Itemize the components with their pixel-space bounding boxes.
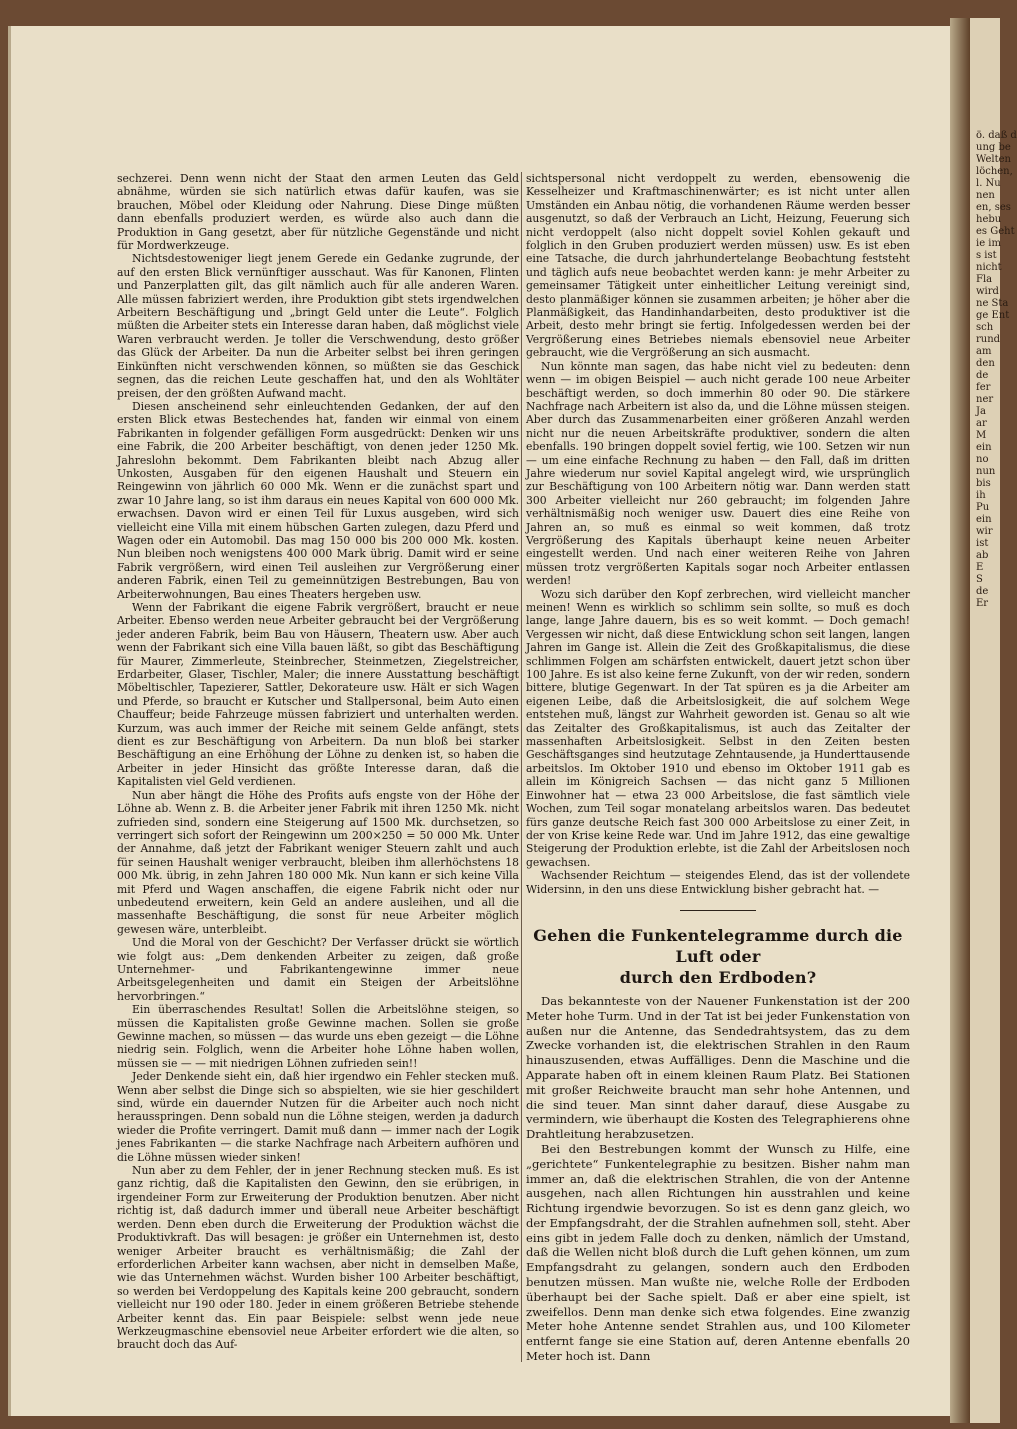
neighbor-text-fragment: hebu	[976, 214, 1002, 225]
neighbor-text-fragment: de	[976, 370, 989, 381]
neighbor-text-fragment: Er	[976, 598, 989, 609]
neighbor-text-fragment: ih	[976, 490, 986, 501]
article-separator	[680, 910, 756, 911]
neighbor-text-fragment: fer	[976, 382, 991, 393]
neighbor-text-fragment: ung be	[976, 142, 1011, 153]
neighbor-text-fragment: ein	[976, 442, 992, 453]
article-paragraph: Das bekannteste von der Nauener Funkenstation ist der 200 Meter hohe Turm. Und in der Tat ist bei jeder Funkenstation von außen nur die Antenne, das Sendedrahtsystem, das zu dem Zwecke vorhanden ist, die elektrischen Strahlen in den Raum hinauszusenden, etwas Auffälliges. Denn die Maschine und die Apparate haben oft in einem kleinen Raum Platz. Bei Stationen mit großer Reichweite braucht man sehr hohe Antennen, und die sind teuer. Man sinnt daher darauf, diese Ausgabe zu vermindern, wie überhaupt die Kosten des Telegraphierens ohne Drahtleitung herabzusetzen.	[526, 993, 910, 1142]
neighbor-text-fragment: l. Nu	[976, 178, 1001, 189]
neighbor-text-fragment: Pu	[976, 502, 990, 513]
neighbor-text-fragment: no	[976, 454, 989, 465]
right-paragraph: Nun könnte man sagen, das habe nicht viel zu bedeuten: denn wenn — im obigen Beispiel — auch nicht gerade 100 neue Arbeiter beschäftigt werden, so doch immerhin 80 oder 90. Die stärkere Nachfrage nach Arbeitern ist also da, und die Löhne müssen steigen. Aber durch das Zusammenarbeiten einer größeren Anzahl werden nicht nur die neuen Arbeitskräfte produktiver, sondern die alten ebenfalls. 190 bringen doppelt soviel fertig, wie 100. Setzen wir nun — um eine einfache Rechnung zu haben — den Fall, daß im dritten Jahre wiederum nur soviel Kapital angelegt wird, wie ursprünglich zur Beschäftigung von 100 Arbeitern nötig war. Dann werden statt 300 Arbeiter vielleicht nur 260 gebraucht; im folgenden Jahre verhältnismäßig noch weniger usw. Dauert dies eine Reihe von Jahren an, so muß es einmal so weit kommen, daß trotz Vergrößerung des Kapitals überhaupt keine neuen Arbeiter eingestellt werden. Und nach einer weiteren Reihe von Jahren müssen trotz vergrößerten Kapitals sogar noch Arbeiter entlassen werden!	[526, 359, 910, 588]
left-paragraph: Diesen anscheinend sehr einleuchtenden Gedanken, der auf den ersten Blick etwas Bestechendes hat, fanden wir einmal von einem Fabrikanten in folgender gefälligen Form ausgedrückt: Denken wir uns eine Fabrik, die 200 Arbeiter beschäftigt, von denen jeder 1250 Mk. Jahreslohn bekommt. Dem Fabrikanten bleibt nach Abzug aller Unkosten, Ausgaben für den eigenen Haushalt und Steuern ein Reingewinn von jährlich 60 000 Mk. Wenn er die zunächst spart und zwar 10 Jahre lang, so ist ihm daraus ein neues Kapital von 600 000 Mk. erwachsen. Davon wird er einen Teil für Luxus ausgeben, wird sich vielleicht eine Villa mit einem hübschen Garten zulegen, dazu Pferd und Wagen oder ein Automobil. Das mag 150 000 bis 200 000 Mk. kosten. Nun bleiben noch wenigstens 400 000 Mark übrig. Damit wird er seine Fabrik vergrößern, wird einen Teil ausleihen zur Vergrößerung einer anderen Fabrik, einen Teil zu gemeinnützigen Bestrebungen, Bau von Arbeiterwohnungen, Bau eines Theaters hergeben usw.	[117, 399, 519, 601]
neighbor-text-fragment: ne Sta	[976, 298, 1009, 309]
left-paragraph: Jeder Denkende sieht ein, daß hier irgendwo ein Fehler stecken muß. Wenn aber selbst die Dinge sich so abspielten, wie sie hier geschildert sind, würde ein dauernder Nutzen für die Arbeiter auch noch nicht herausspringen. Denn sobald nun die Löhne steigen, werden ja dadurch wieder die Profite verringert. Damit muß dann — immer nach der Logik jenes Fabrikanten — die starke Nachfrage nach Arbeitern aufhören und die Löhne müssen wieder sinken!	[117, 1070, 519, 1164]
neighbor-text-fragment: M	[976, 430, 987, 441]
newspaper-page	[8, 26, 959, 1416]
neighbor-text-fragment: ist	[976, 538, 989, 549]
neighbor-text-fragment: Fla	[976, 274, 993, 285]
left-paragraph: Wenn der Fabrikant die eigene Fabrik vergrößert, braucht er neue Arbeiter. Ebenso werden neue Arbeiter gebraucht bei der Vergrößerung jeder anderen Fabrik, beim Bau von Häusern, Theatern usw. Aber auch wenn der Fabrikant sich eine Villa bauen läßt, so gibt das Beschäftigung für Maurer, Zimmerleute, Steinbrecher, Steinmetzen, Ziegelstreicher, Erdarbeiter, Glaser, Tischler, Maler; die innere Ausstattung beschäftigt Möbeltischler, Tapezierer, Sattler, Dekorateure usw. Hält er sich Wagen und Pferde, so braucht er Kutscher und Stallpersonal, beim Auto einen Chauffeur; beide Fahrzeuge müssen fabriziert und unterhalten werden. Kurzum, was auch immer der Reiche mit seinem Gelde anfängt, stets dient es zur Beschäftigung von Arbeitern. Da nun bloß bei starker Beschäftigung an eine Erhöhung der Löhne zu denken ist, so haben die Arbeiter in jeder Hinsicht das größte Interesse daran, daß die Kapitalisten viel Geld verdienen.	[117, 601, 519, 789]
left-paragraph: Nun aber zu dem Fehler, der in jener Rechnung stecken muß. Es ist ganz richtig, daß die Kapitalisten den Gewinn, den sie erübrigen, in irgendeiner Form zur Erweiterung der Produktion benutzen. Aber nicht richtig ist, daß dadurch immer und überall neue Arbeiter beschäftigt werden. Denn eben durch die Erweiterung der Produktion wächst die Produktivkraft. Das will besagen: je größer ein Unternehmen ist, desto weniger Arbeiter braucht es verhältnismäßig; die Zahl der erforderlichen Arbeiter kann wachsen, aber nicht in demselben Maße, wie das Unternehmen wächst. Wurden bisher 100 Arbeiter beschäftigt, so werden bei Verdoppelung des Kapitals keine 200 gebraucht, sondern vielleicht nur 190 oder 180. Jeder in einem größeren Betriebe stehende Arbeiter kennt das. Ein paar Beispiele: selbst wenn jede neue Werkzeugmaschine ebensoviel neue Arbeiter erfordert wie die alten, so braucht doch das Auf-	[117, 1164, 519, 1352]
neighbor-text-fragment: nen	[976, 190, 995, 201]
neighbor-text-fragment: ge Ent	[976, 310, 1010, 321]
article-paragraph: Bei den Bestrebungen kommt der Wunsch zu Hilfe, eine „gerichtete“ Funkentelegraphie zu besitzen. Bisher nahm man immer an, daß die elektrischen Strahlen, die von der Antenne ausgehen, nach allen Richtungen hin ausstrahlen und keine Richtung irgendwie bevorzugen. So ist es denn ganz gleich, wo der Empfangsdraht, der die Strahlen aufnehmen soll, steht. Aber eins gibt in jedem Falle doch zu denken, nämlich der Umstand, daß die Wellen nicht bloß durch die Luft gehen können, um zum Empfangsdraht zu gelangen, sondern auch den Erdboden benutzen müssen. Man wußte nie, welche Rolle der Erdboden überhaupt bei der Sache spielt. Daß er aber eine spielt, ist zweifellos. Denn man denke sich etwa folgendes. Eine zwanzig Meter hohe Antenne sendet Strahlen aus, und 100 Kilometer entfernt fange sie eine Station auf, deren Antenne ebenfalls 20 Meter hoch ist. Dann	[526, 1141, 910, 1364]
neighbor-text-fragment: nicht	[976, 262, 1002, 273]
neighbor-text-fragment: es Geht	[976, 226, 1015, 237]
book-binding-gutter	[950, 18, 970, 1423]
neighbor-text-fragment: ein	[976, 514, 992, 525]
left-column	[117, 172, 519, 1352]
neighbor-text-fragment: rund	[976, 334, 1001, 345]
right-paragraph: Wachsender Reichtum — steigendes Elend, das ist der vollendete Widersinn, in den uns diese Entwicklung bisher gebracht hat. —	[526, 869, 910, 896]
neighbor-text-fragment: Welten	[976, 154, 1011, 165]
left-paragraph: Nichtsdestoweniger liegt jenem Gerede ein Gedanke zugrunde, der auf den ersten Blick vernünftiger ausschaut. Was für Kanonen, Flinten und Panzerplatten gilt, das gilt nämlich auch für alle anderen Waren. Alle müssen fabriziert werden, ihre Produktion gibt stets irgendwelchen Arbeitern Beschäftigung und „bringt Geld unter die Leute“. Folglich müßten die Arbeiter stets ein Interesse daran haben, daß möglichst viele Waren verbraucht werden. Je toller die Verschwendung, desto größer das Glück der Arbeiter. Da nun die Arbeiter selbst bei ihren geringen Einkünften nicht verschwenden können, so müßten sie das Geschick segnen, das die reichen Leute geschaffen hat, und den als Wohltäter preisen, der den größten Aufwand macht.	[117, 252, 519, 400]
article-headline	[526, 925, 910, 988]
neighbor-text-fragment: S	[976, 574, 983, 585]
headline-line-1: Gehen die Funkentelegramme durch die Luft oder	[533, 925, 903, 966]
neighbor-text-fragment: sch	[976, 322, 994, 333]
left-paragraph: Ein überraschendes Resultat! Sollen die Arbeitslöhne steigen, so müssen die Kapitalisten große Gewinne machen. Sollen sie große Gewinne machen, so müssen — das wurde uns eben gezeigt — die Löhne niedrig sein. Folglich, wenn die Arbeiter hohe Löhne haben wollen, müssen sie — — mit niedrigen Löhnen zufrieden sein!!	[117, 1003, 519, 1070]
left-paragraph: sechzerei. Denn wenn nicht der Staat den armen Leuten das Geld abnähme, würden sie sich natürlich etwas dafür kaufen, was sie brauchen, Möbel oder Kleidung oder Nahrung. Diese Dinge müßten dann ebenfalls produziert werden, es würde also auch dann die Produktion in Gang gesetzt, aber für nützliche Gegenstände und nicht für Mordwerkzeuge.	[117, 172, 519, 253]
neighbor-text-fragment: ar	[976, 418, 987, 429]
right-column	[526, 172, 910, 1364]
neighbor-text-fragment: bis	[976, 478, 991, 489]
neighbor-text-fragment: nun	[976, 466, 996, 477]
neighbor-text-fragment: wird	[976, 286, 999, 297]
neighbor-text-fragment: Ja	[976, 406, 986, 417]
neighbor-text-fragment: wir	[976, 526, 993, 537]
right-paragraph: Wozu sich darüber den Kopf zerbrechen, wird vielleicht mancher meinen! Wenn es wirklich so schlimm sein sollte, so muß es doch lange, lange Jahre dauern, bis es so weit kommt. — Doch gemach! Vergessen wir nicht, daß diese Entwicklung schon seit langen, langen Jahren im Gange ist. Allein die Zeit des Großkapitalismus, die diese schlimmen Folgen am schärfsten entwickelt, dauert jetzt schon über 100 Jahre. Es ist also keine ferne Zukunft, von der wir reden, sondern bittere, blutige Gegenwart. In der Tat spüren es ja die Arbeiter am eigenen Leibe, daß die Arbeitslosigkeit, die auf solchem Wege entstehen muß, längst zur Wahrheit geworden ist. Genau so alt wie das Zeitalter des Großkapitalismus, ist auch das Zeitalter der massenhaften Arbeitslosigkeit. Selbst in den Zeiten besten Geschäftsganges sind heutzutage Zehntausende, ja Hunderttausende arbeitslos. Im Oktober 1910 und ebenso im Oktober 1911 gab es allein im Königreich Sachsen — das nicht ganz 5 Millionen Einwohner hat — etwa 23 000 Arbeitslose, die fast sämtlich viele Wochen, zum Teil sogar monatelang arbeitslos waren. Das bedeutet fürs ganze deutsche Reich fast 300 000 Arbeitslose zu einer Zeit, in der von Krise keine Rede war. Und im Jahre 1912, das eine gewaltige Steigerung der Produktion erlebte, ist die Zahl der Arbeitslosen noch gewachsen.	[526, 587, 910, 869]
neighbor-text-fragment: löchen,	[976, 166, 1013, 177]
left-paragraph: Und die Moral von der Geschicht? Der Verfasser drückt sie wörtlich wie folgt aus: „Dem denkenden Arbeiter zu zeigen, daß große Unternehmer- und Fabrikantengewinne immer neue Arbeitsgelegenheiten und damit ein Steigen der Arbeitslöhne hervorbringen.“	[117, 936, 519, 1003]
neighbor-text-fragment: den	[976, 358, 995, 369]
neighbor-text-fragment: ner	[976, 394, 994, 405]
column-divider	[521, 172, 522, 1362]
neighbor-text-fragment: am	[976, 346, 992, 357]
left-paragraph: Nun aber hängt die Höhe des Profits aufs engste von der Höhe der Löhne ab. Wenn z. B. die Arbeiter jener Fabrik mit ihren 1250 Mk. nicht zufrieden sind, sondern eine Steigerung auf 1500 Mk. durchsetzen, so verringert sich sofort der Reingewinn um 200×250 = 50 000 Mk. Unter der Annahme, daß jetzt der Fabrikant weniger Steuern zahlt und auch für seinen Haushalt weniger verbraucht, bleiben ihm allerhöchstens 18 000 Mk. übrig, in zehn Jahren 180 000 Mk. Nun kann er sich keine Villa mit Pferd und Wagen anschaffen, die eigene Fabrik nicht oder nur unbedeutend erweitern, kein Geld an andere ausleihen, und all die massenhafte Beschäftigung, die sonst für neue Arbeiter möglich gewesen wäre, unterbleibt.	[117, 788, 519, 936]
adjacent-page-edge	[970, 18, 1017, 1423]
right-paragraph: sichtspersonal nicht verdoppelt zu werden, ebensowenig die Kesselheizer und Kraftmaschinenwärter; es ist nicht unter allen Umständen ein Anbau nötig, die vorhandenen Räume werden besser ausgenutzt, so daß der Verbrauch an Licht, Heizung, Feuerung sich nicht verdoppelt (also nicht doppelt soviel Kohlen gekauft und folglich in den Gruben produziert werden müssen) usw. Es ist eben eine Tatsache, die durch jahrhundertelange Beobachtung feststeht und täglich aufs neue beobachtet werden kann: je mehr Arbeiter zu gemeinsamer Tätigkeit unter einheitlicher Leitung vereinigt sind, desto planmäßiger können sie zusammen arbeiten; je höher aber die Planmäßigkeit, das Handinhandarbeiten, desto produktiver ist die Arbeit, desto mehr bringt sie fertig. Infolgedessen werden bei der Vergrößerung eines Betriebes niemals ebensoviel neue Arbeiter gebraucht, wie die Vergrößerung an sich ausmacht.	[526, 172, 910, 360]
neighbor-text-fragment: ö. daß d	[976, 130, 1017, 141]
neighbor-text-fragment: s ist	[976, 250, 997, 261]
headline-line-2: durch den Erdboden?	[619, 967, 817, 987]
neighbor-text-fragment: en, ses	[976, 202, 1011, 213]
neighbor-text-fragment: ab	[976, 550, 989, 561]
neighbor-text-fragment: E	[976, 562, 984, 573]
neighbor-text-fragment: ie im	[976, 238, 1001, 249]
neighbor-text-fragment: de	[976, 586, 989, 597]
